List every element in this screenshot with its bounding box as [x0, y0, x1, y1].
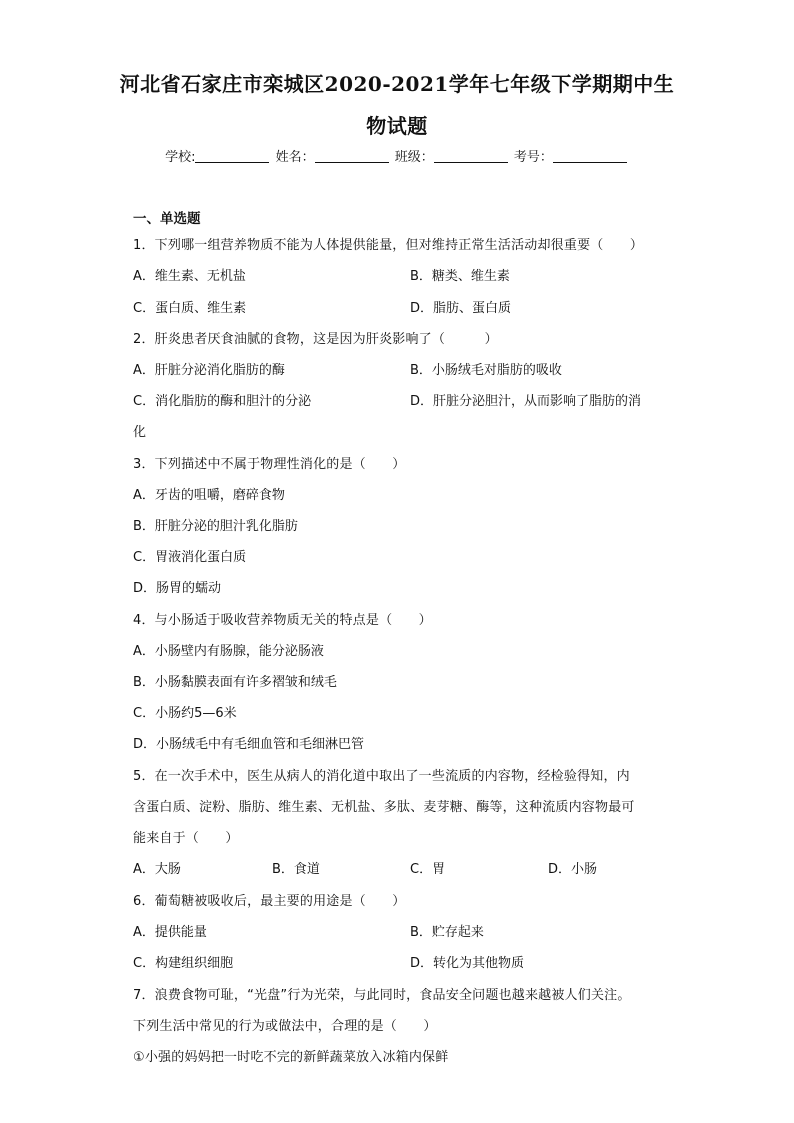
- question-5-option-a: A．大肠: [133, 862, 181, 877]
- class-label: 班级：: [394, 150, 434, 165]
- question-7-stem-line-2: 下列生活中常见的行为或做法中，合理的是（ ）: [133, 1019, 437, 1034]
- question-2-option-d: D．肝脏分泌胆汁，从而影响了脂肪的消: [410, 394, 642, 409]
- question-4-option-c: C．小肠约5—6米: [133, 706, 237, 721]
- question-4-option-d: D．小肠绒毛中有毛细血管和毛细淋巴管: [133, 737, 365, 752]
- question-4-stem: 4．与小肠适于吸收营养物质无关的特点是（ ）: [133, 613, 432, 628]
- document-title-line-2: 物试题: [366, 114, 428, 138]
- question-5-stem-line-1: 5．在一次手术中，医生从病人的消化道中取出了一些流质的内容物，经检验得知，内: [133, 769, 630, 784]
- exam-number-label: 考号：: [513, 150, 553, 165]
- question-6-option-c: C．构建组织细胞: [133, 956, 234, 971]
- document-title-line-1: 河北省石家庄市栾城区2020-2021学年七年级下学期期中生: [119, 72, 675, 96]
- question-5-option-b: B．食道: [272, 862, 320, 877]
- question-2-option-c: C．消化脂肪的酶和胆汁的分泌: [133, 394, 312, 409]
- question-3-option-a: A．牙齿的咀嚼，磨碎食物: [133, 488, 285, 503]
- name-label: 姓名：: [275, 150, 315, 165]
- question-4-option-a: A．小肠壁内有肠腺，能分泌肠液: [133, 644, 324, 659]
- question-3-option-d: D．肠胃的蠕动: [133, 581, 222, 596]
- section-heading: 一、单选题: [133, 211, 201, 227]
- student-info-line: [0, 146, 794, 165]
- question-2-option-d-continued: 化: [133, 425, 147, 440]
- question-6-option-a: A．提供能量: [133, 925, 207, 940]
- question-1-option-d: D．脂肪、蛋白质: [410, 301, 512, 316]
- question-5-option-c: C．胃: [410, 862, 446, 877]
- school-label: 学校:: [165, 150, 196, 165]
- class-blank: [434, 149, 508, 163]
- exam-number-blank: [553, 149, 627, 163]
- question-2-stem: 2．肝炎患者厌食油腻的食物，这是因为肝炎影响了（ ）: [133, 332, 498, 347]
- question-2-option-a: A．肝脏分泌消化脂肪的酶: [133, 363, 285, 378]
- question-7-stem-line-1: 7．浪费食物可耻，“光盘”行为光荣，与此同时，食品安全问题也越来越被人们关注。: [133, 988, 631, 1003]
- question-2-option-b: B．小肠绒毛对脂肪的吸收: [410, 363, 562, 378]
- question-6-option-d: D．转化为其他物质: [410, 956, 525, 971]
- question-4-option-b: B．小肠黏膜表面有许多褶皱和绒毛: [133, 675, 337, 690]
- question-1-option-a: A．维生素、无机盐: [133, 269, 246, 284]
- question-7-item-1: ①小强的妈妈把一时吃不完的新鲜蔬菜放入冰箱内保鲜: [133, 1050, 449, 1065]
- school-blank: [195, 149, 269, 163]
- question-5-stem-line-3: 能来自于（ ）: [133, 831, 239, 846]
- question-3-stem: 3．下列描述中不属于物理性消化的是（ ）: [133, 457, 406, 472]
- question-5-option-d: D．小肠: [548, 862, 598, 877]
- question-5-stem-line-2: 含蛋白质、淀粉、脂肪、维生素、无机盐、多肽、麦芽糖、酶等，这种流质内容物最可: [133, 800, 635, 815]
- question-6-option-b: B．贮存起来: [410, 925, 484, 940]
- question-6-stem: 6．葡萄糖被吸收后，最主要的用途是（ ）: [133, 894, 406, 909]
- name-blank: [315, 149, 389, 163]
- question-1-option-c: C．蛋白质、维生素: [133, 301, 247, 316]
- question-3-option-b: B．肝脏分泌的胆汁乳化脂肪: [133, 519, 298, 534]
- question-3-option-c: C．胃液消化蛋白质: [133, 550, 247, 565]
- question-1-option-b: B．糖类、维生素: [410, 269, 510, 284]
- question-1-stem: 1．下列哪一组营养物质不能为人体提供能量，但对维持正常生活活动却很重要（ ）: [133, 238, 644, 253]
